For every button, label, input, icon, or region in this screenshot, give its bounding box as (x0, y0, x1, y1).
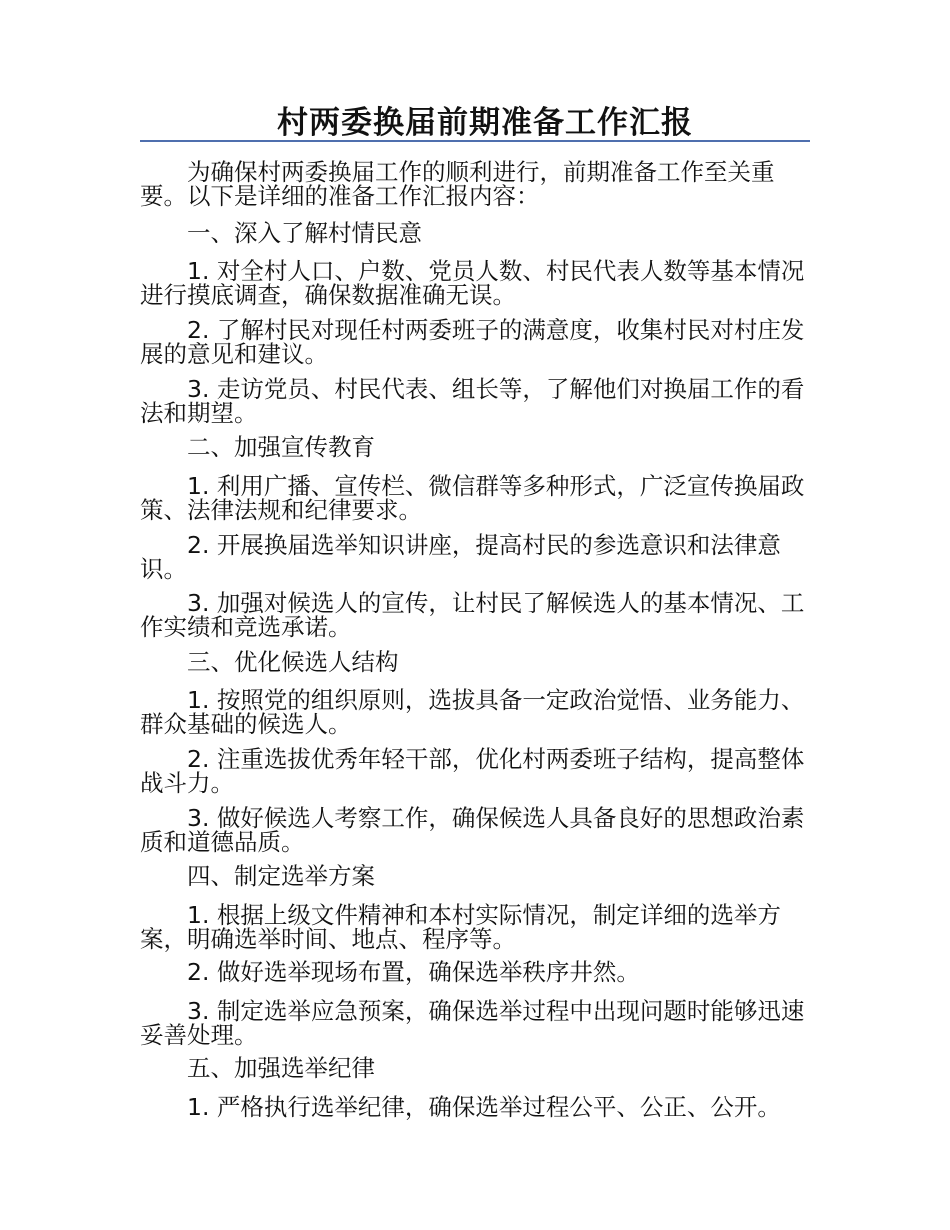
section-2-item-1: 1. 利用广播、宣传栏、微信群等多种形式，广泛宣传换届政策、法律法规和纪律要求。 (140, 472, 805, 524)
section-1-item-2: 2. 了解村民对现任村两委班子的满意度，收集村民对村庄发展的意见和建议。 (140, 316, 805, 368)
intro-paragraph: 为确保村两委换届工作的顺利进行，前期准备工作至关重要。以下是详细的准备工作汇报内容： (140, 158, 775, 210)
section-heading-3: 三、优化候选人结构 (187, 648, 399, 676)
section-4-item-3: 3. 制定选举应急预案，确保选举过程中出现问题时能够迅速妥善处理。 (140, 997, 805, 1049)
section-3-item-1: 1. 按照党的组织原则，选拔具备一定政治觉悟、业务能力、群众基础的候选人。 (140, 686, 805, 738)
section-2-item-3: 3. 加强对候选人的宣传，让村民了解候选人的基本情况、工作实绩和竞选承诺。 (140, 589, 805, 641)
section-2-item-2: 2. 开展换届选举知识讲座，提高村民的参选意识和法律意识。 (140, 531, 781, 583)
document-title: 村两委换届前期准备工作汇报 (277, 105, 693, 141)
section-1-item-1: 1. 对全村人口、户数、党员人数、村民代表人数等基本情况进行摸底调查，确保数据准确无误。 (140, 257, 805, 309)
title-underline (140, 140, 810, 142)
section-3-item-3: 3. 做好候选人考察工作，确保候选人具备良好的思想政治素质和道德品质。 (140, 804, 805, 856)
section-3-item-2: 2. 注重选拔优秀年轻干部，优化村两委班子结构，提高整体战斗力。 (140, 745, 805, 797)
section-4-item-2: 2. 做好选举现场布置，确保选举秩序井然。 (187, 958, 640, 986)
section-heading-5: 五、加强选举纪律 (187, 1054, 375, 1082)
section-heading-2: 二、加强宣传教育 (187, 433, 375, 461)
section-4-item-1: 1. 根据上级文件精神和本村实际情况，制定详细的选举方案，明确选举时间、地点、程序等。 (140, 901, 781, 953)
section-heading-1: 一、深入了解村情民意 (187, 219, 422, 247)
section-heading-4: 四、制定选举方案 (187, 862, 375, 890)
section-5-item-1: 1. 严格执行选举纪律，确保选举过程公平、公正、公开。 (187, 1093, 781, 1121)
section-1-item-3: 3. 走访党员、村民代表、组长等，了解他们对换届工作的看法和期望。 (140, 375, 805, 427)
